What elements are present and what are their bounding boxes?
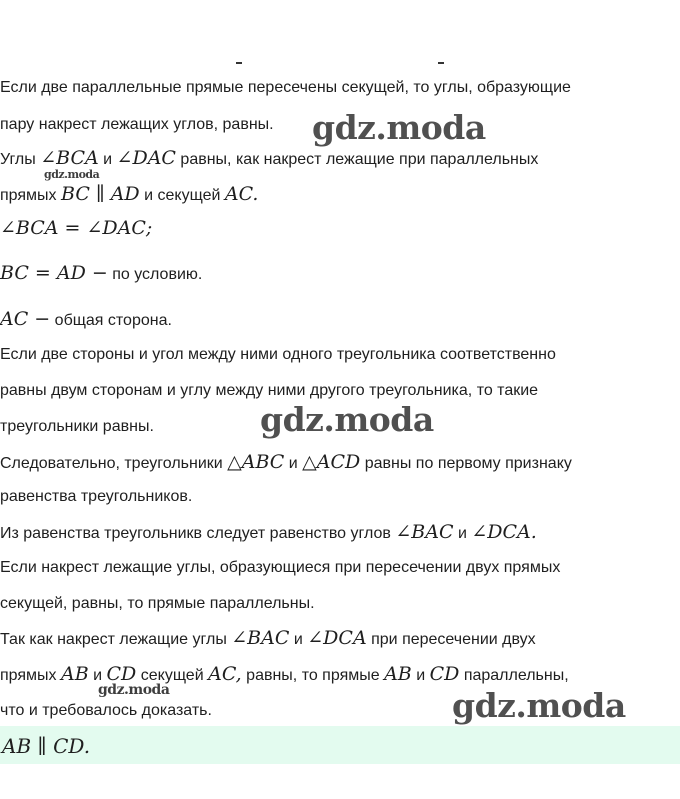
text-line-14: Если накрест лежащие углы, образующиеся при пересечении двух прямых (0, 559, 561, 576)
text-line-11: Следовательно, треугольники △ABC и △ACD равны по первому признаку (0, 451, 572, 473)
watermark-logo: gdz.moda (312, 108, 486, 147)
text-line-10: треугольники равны. (0, 418, 154, 435)
math-line-angles-equal: ∠BCA = ∠DAC; (0, 217, 153, 239)
text-line-9: равны двум сторонам и углу между ними другого треугольника, то такие (0, 382, 539, 399)
text-line-3: Углы ∠BCA и ∠DAC равны, как накрест лежащие при параллельных (0, 147, 539, 169)
text-line-12: равенства треугольников. (0, 488, 193, 505)
top-mark-left (236, 62, 242, 64)
text-line-18: что и требовалось доказать. (0, 702, 212, 719)
conclusion-box (0, 726, 680, 764)
watermark-logo: gdz.moda (260, 400, 434, 439)
text-line-15: секущей, равны, то прямые параллельны. (0, 595, 315, 612)
top-mark-right (438, 62, 444, 64)
text-line-17: прямых AB и CD секущей AC, равны, то прямые AB и CD параллельны, (0, 663, 569, 685)
text-line-13: Из равенства треугольникв следует равенство углов ∠BAC и ∠DCA. (0, 521, 537, 543)
watermark-logo: gdz.moda (452, 686, 626, 725)
text-line-2: пару накрест лежащих углов, равны. (0, 116, 274, 133)
math-line-bc-ad: BC = AD − по условию. (0, 262, 203, 284)
watermark-logo-small: gdz.moda (44, 168, 100, 181)
watermark-logo-small: gdz.moda (98, 682, 170, 698)
text-line-1: Если две параллельные прямые пересечены секущей, то углы, образующие (0, 79, 571, 96)
text-line-8: Если две стороны и угол между ними одного треугольника соответственно (0, 346, 556, 363)
text-line-16: Так как накрест лежащие углы ∠BAC и ∠DCA при пересечении двух (0, 627, 536, 649)
conclusion-formula: AB ∥ CD. (2, 734, 91, 758)
text-line-4: прямых BC ∥ AD и секущей AC. (0, 183, 259, 205)
math-line-ac: AC − общая сторона. (0, 308, 172, 330)
